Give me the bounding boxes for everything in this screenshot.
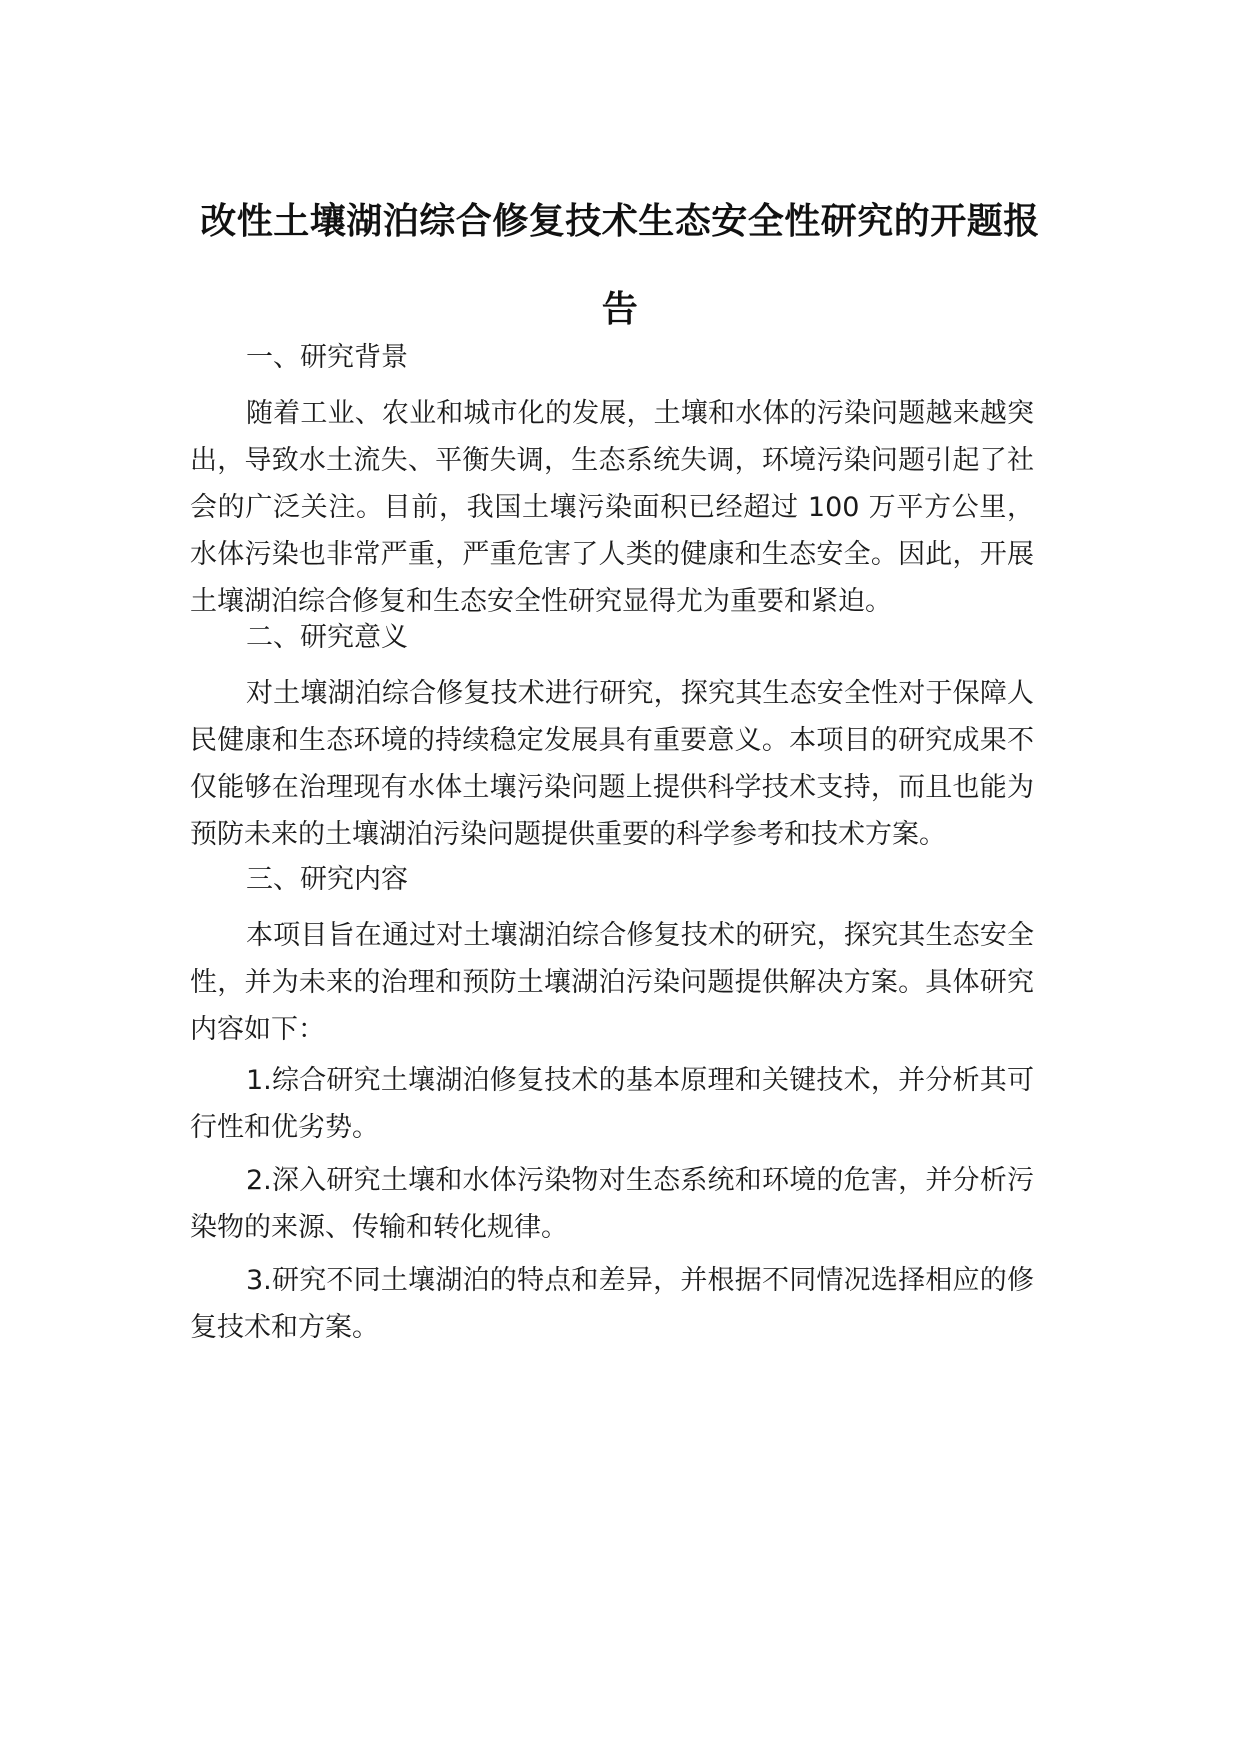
section-heading-content: 三、研究内容 (246, 864, 408, 895)
section-heading-background: 一、研究背景 (246, 342, 408, 373)
paragraph-significance: 对土壤湖泊综合修复技术进行研究，探究其生态安全性对于保障人民健康和生态环境的持续稳定发展具有重要意义。本项目的研究成果不仅能够在治理现有水体土壤污染问题上提供科学技术支持，而且也能为预防未来的土壤湖泊污染问题提供重要的科学参考和技术方案。 (190, 678, 1034, 850)
list-item-content-3: 3.研究不同土壤湖泊的特点和差异，并根据不同情况选择相应的修复技术和方案。 (190, 1265, 1034, 1343)
paragraph-background: 随着工业、农业和城市化的发展，土壤和水体的污染问题越来越突出，导致水土流失、平衡失调，生态系统失调，环境污染问题引起了社会的广泛关注。目前，我国土壤污染面积已经超过 100 万平方公里，水体污染也非常严重，严重危害了人类的健康和生态安全。因此，开展土壤湖泊综合修复和生态安全性研究显得尤为重要和紧迫。 (190, 398, 1034, 617)
list-item-content-2: 2.深入研究土壤和水体污染物对生态系统和环境的危害，并分析污染物的来源、传输和转化规律。 (190, 1165, 1034, 1243)
document-title: 改性土壤湖泊综合修复技术生态安全性研究的开题报告 (200, 201, 1040, 330)
paragraph-content-intro: 本项目旨在通过对土壤湖泊综合修复技术的研究，探究其生态安全性，并为未来的治理和预防土壤湖泊污染问题提供解决方案。具体研究内容如下： (190, 920, 1034, 1045)
list-item-content-1: 1.综合研究土壤湖泊修复技术的基本原理和关键技术，并分析其可行性和优劣势。 (190, 1065, 1034, 1143)
section-heading-significance: 二、研究意义 (246, 622, 408, 653)
